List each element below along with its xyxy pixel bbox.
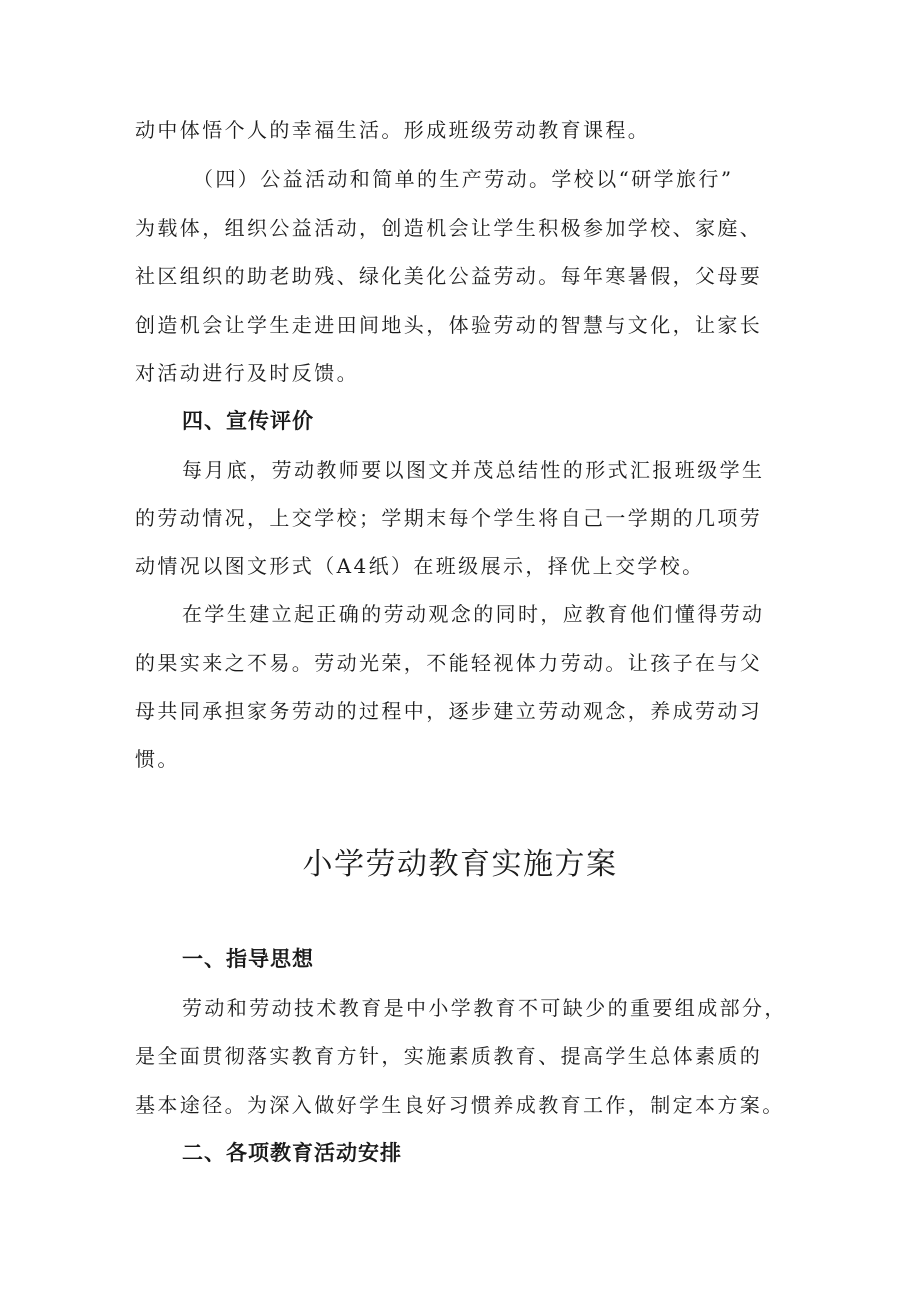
ideology-paragraph-line-1: 劳动和劳动技术教育是中小学教育不可缺少的重要组成部分， (182, 996, 787, 1020)
item-4-line-5: 对活动进行及时反馈。 (135, 361, 359, 385)
section-heading-publicity-evaluation: 四、宣传评价 (182, 409, 314, 433)
evaluation-paragraph-line-1: 每月底，劳动教师要以图文并茂总结性的形式汇报班级学生 (182, 458, 765, 482)
continuation-line: 动中体悟个人的幸福生活。形成班级劳动教育课程。 (135, 118, 651, 142)
item-4-line-4: 创造机会让学生走进田间地头，体验劳动的智慧与文化，让家长 (135, 313, 763, 337)
ideology-paragraph-line-3: 基本途径。为深入做好学生良好习惯养成教育工作，制定本方案。 (135, 1093, 785, 1117)
ideology-paragraph-line-2: 是全面贯彻落实教育方针，实施素质教育、提高学生总体素质的 (135, 1044, 763, 1068)
evaluation-paragraph-line-2: 的劳动情况，上交学校；学期末每个学生将自己一学期的几项劳 (135, 506, 763, 530)
item-4-line-2: 为载体，组织公益活动，创造机会让学生积极参加学校、家庭、 (135, 216, 763, 240)
concept-paragraph-line-2: 的果实来之不易。劳动光荣，不能轻视体力劳动。让孩子在与父 (135, 651, 763, 675)
document-title: 小学劳动教育实施方案 (302, 847, 618, 882)
evaluation-paragraph-line-3: 动情况以图文形式（A4纸）在班级展示，择优上交学校。 (135, 554, 705, 578)
concept-paragraph-line-3: 母共同承担家务劳动的过程中，逐步建立劳动观念，养成劳动习 (135, 699, 763, 723)
section-heading-activity-arrangement: 二、各项教育活动安排 (182, 1141, 402, 1165)
concept-paragraph-line-1: 在学生建立起正确的劳动观念的同时，应教育他们懂得劳动 (182, 602, 765, 626)
section-heading-guiding-ideology: 一、指导思想 (182, 947, 314, 971)
item-4-line-3: 社区组织的助老助残、绿化美化公益劳动。每年寒暑假，父母要 (135, 264, 763, 288)
item-4-line-1: （四）公益活动和简单的生产劳动。学校以“研学旅行” (193, 167, 734, 191)
concept-paragraph-line-4: 惯。 (135, 747, 180, 771)
